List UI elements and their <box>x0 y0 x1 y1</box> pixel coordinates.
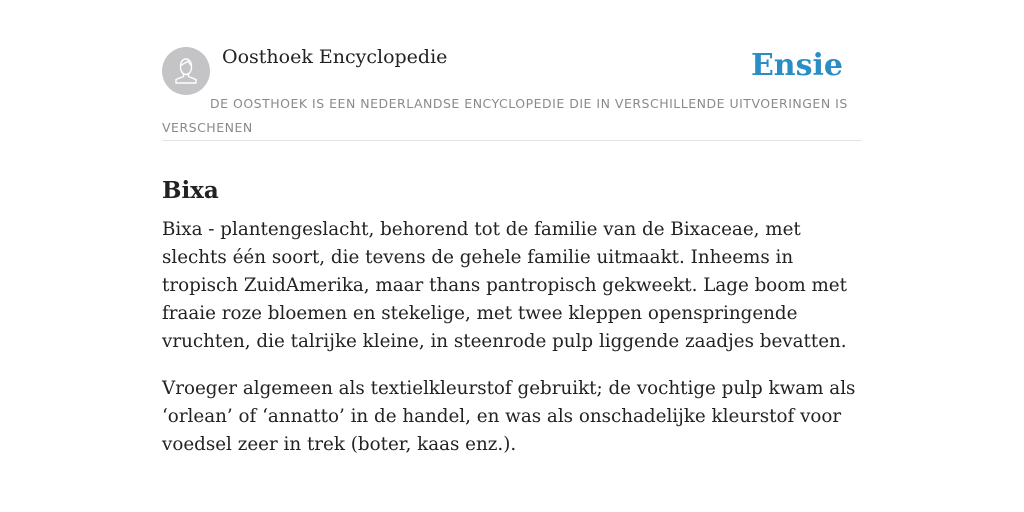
brand-logo[interactable]: Ensie <box>750 48 843 83</box>
publisher-name[interactable]: Oosthoek Encyclopedie <box>222 46 448 68</box>
article-paragraph: Vroeger algemeen als textielkleurstof gebruikt; de vochtige pulp kwam als ‘orlean’ of ‘annatto’ in de handel, en was als onschadelijke kleurstof voor voedsel zeer in trek (boter, kaas enz.). <box>162 378 856 455</box>
avatar[interactable] <box>162 47 210 95</box>
publisher-tagline: DE OOSTHOEK IS EEN NEDERLANDSE ENCYCLOPEDIE DIE IN VERSCHILLENDE UITVOERINGEN IS VERSCHENEN <box>162 96 848 135</box>
article-paragraph: Bixa - plantengeslacht, behorend tot de familie van de Bixaceae, met slechts één soort, die tevens de gehele familie uitmaakt. Inheems in tropisch ZuidAmerika, maar thans pantropisch gekweekt. Lage boom met fraaie roze bloemen en stekelige, met twee kleppen openspringende vruchten, die talrijke kleine, in steenrode pulp liggende zaadjes bevatten. <box>162 219 847 352</box>
article-title: Bixa <box>162 177 219 205</box>
user-icon <box>162 47 210 95</box>
article-body <box>162 216 862 478</box>
header <box>162 40 862 141</box>
